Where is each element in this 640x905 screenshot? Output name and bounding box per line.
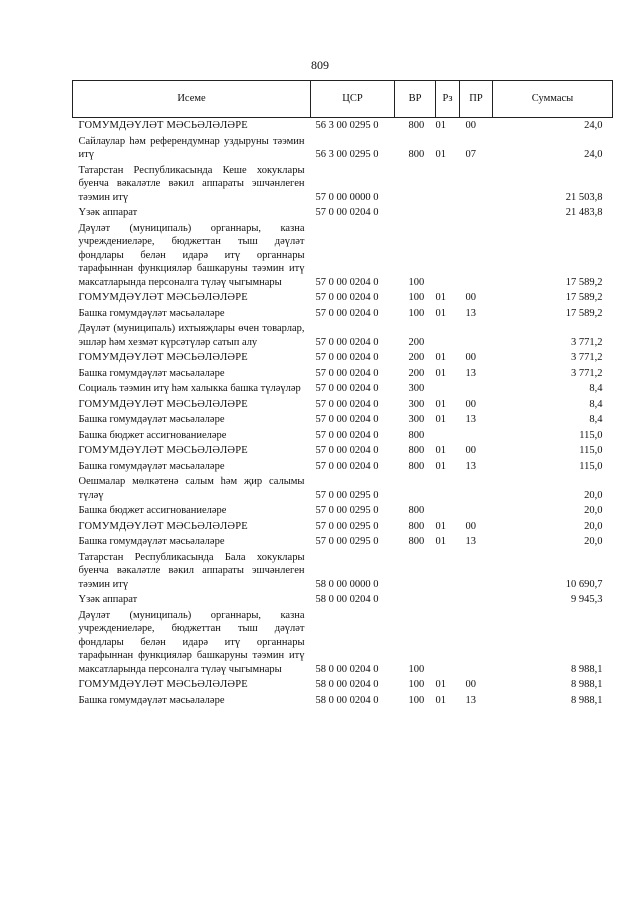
table-row bbox=[73, 290, 613, 306]
cell-rz: 01 bbox=[435, 536, 446, 547]
table-row bbox=[73, 503, 613, 519]
cell-csr: 58 0 00 0204 0 bbox=[315, 594, 379, 605]
cell-pr bbox=[460, 163, 493, 206]
cell-rz bbox=[436, 503, 460, 519]
cell-pr: 13 bbox=[465, 694, 476, 706]
cell-vr: 100 bbox=[408, 292, 425, 303]
cell-vr bbox=[395, 474, 436, 503]
table-row bbox=[73, 163, 613, 206]
cell-rz bbox=[436, 474, 460, 503]
cell-name: Башка гомумдәүләт мәсьәләләре bbox=[78, 536, 225, 547]
cell-name: Сайлаулар һәм референдумнар уздыруны тәэмин итү bbox=[78, 135, 305, 160]
header-sum: Суммасы bbox=[493, 81, 613, 118]
cell-name: Дәүләт (муниципаль) ихтыяҗлары өчен товарлар, эшләр һәм хезмәт күрсәтүләр сатып алу bbox=[78, 323, 305, 348]
cell-name: Башка гомумдәүләт мәсьәләләре bbox=[78, 367, 225, 379]
table-row bbox=[73, 366, 613, 382]
cell-vr: 300 bbox=[408, 383, 425, 394]
cell-pr: 07 bbox=[465, 149, 476, 160]
cell-pr bbox=[460, 428, 493, 444]
cell-sum: 21 503,8 bbox=[565, 191, 603, 203]
cell-pr: 13 bbox=[465, 307, 476, 319]
table-row bbox=[73, 428, 613, 444]
cell-sum: 24,0 bbox=[584, 120, 603, 131]
table-row bbox=[73, 118, 613, 134]
table-row bbox=[73, 205, 613, 221]
table-header-row bbox=[73, 81, 613, 118]
cell-csr: 57 0 00 0204 0 bbox=[315, 352, 379, 363]
cell-vr: 200 bbox=[408, 352, 425, 363]
table-row bbox=[73, 592, 613, 608]
cell-sum: 3 771,2 bbox=[571, 367, 603, 379]
cell-sum: 17 589,2 bbox=[565, 276, 603, 288]
cell-rz bbox=[436, 163, 460, 206]
cell-name: Башка бюджет ассигнованиеләре bbox=[78, 429, 227, 441]
table-row bbox=[73, 381, 613, 397]
cell-csr: 57 0 00 0295 0 bbox=[315, 520, 379, 532]
page-number: 809 bbox=[311, 58, 329, 72]
cell-pr: 00 bbox=[465, 445, 476, 456]
cell-pr bbox=[460, 221, 493, 291]
cell-name: Дәүләт (муниципаль) органнары, казна учреждениеләре, бюджеттан тыш дәүләт фондлары белән идарә итү органнары тарафыннан функцияләр башкаруны тәэмин итү максатларында персоналга түләү чыгымнары bbox=[78, 222, 305, 288]
cell-name: ГОМУМДӘҮЛӘТ МӘСЬӘЛӘЛӘРЕ bbox=[78, 445, 248, 456]
cell-vr: 100 bbox=[408, 679, 425, 690]
cell-vr: 300 bbox=[408, 398, 425, 410]
cell-pr: 00 bbox=[465, 120, 476, 131]
cell-vr: 200 bbox=[408, 367, 425, 379]
cell-csr: 57 0 00 0295 0 bbox=[315, 536, 379, 547]
cell-sum: 21 483,8 bbox=[565, 207, 603, 218]
cell-rz bbox=[436, 428, 460, 444]
table-row bbox=[73, 221, 613, 291]
cell-csr: 57 0 00 0204 0 bbox=[315, 367, 379, 379]
cell-csr: 57 0 00 0295 0 bbox=[315, 505, 379, 516]
cell-vr: 200 bbox=[408, 336, 425, 348]
table-row bbox=[73, 519, 613, 535]
cell-rz: 01 bbox=[435, 694, 446, 706]
cell-csr: 58 0 00 0000 0 bbox=[315, 578, 379, 590]
cell-pr bbox=[460, 608, 493, 678]
cell-sum: 20,0 bbox=[584, 536, 603, 547]
cell-sum: 115,0 bbox=[579, 445, 603, 456]
cell-name: Татарстан Республикасында Бала хокуклары буенча вәкаләтле вәкил аппараты эшчәнлеген тәэмин итү bbox=[78, 551, 305, 590]
cell-sum: 3 771,2 bbox=[571, 352, 603, 363]
table-row bbox=[73, 459, 613, 475]
header-vr: ВР bbox=[395, 81, 436, 118]
table-row bbox=[73, 350, 613, 366]
cell-sum: 17 589,2 bbox=[565, 292, 603, 303]
table-row bbox=[73, 693, 613, 709]
table-row bbox=[73, 397, 613, 413]
cell-sum: 8,4 bbox=[589, 414, 603, 425]
table-body bbox=[73, 118, 613, 709]
cell-sum: 9 945,3 bbox=[571, 594, 603, 605]
cell-vr: 800 bbox=[408, 120, 425, 131]
cell-csr: 57 0 00 0204 0 bbox=[315, 429, 379, 441]
cell-csr: 57 0 00 0204 0 bbox=[315, 336, 379, 348]
cell-rz: 01 bbox=[435, 352, 446, 363]
cell-vr: 800 bbox=[408, 445, 425, 456]
cell-rz bbox=[436, 550, 460, 593]
cell-name: ГОМУМДӘҮЛӘТ МӘСЬӘЛӘЛӘРЕ bbox=[78, 679, 248, 690]
cell-name: Татарстан Республикасында Кеше хокуклары буенча вәкаләтле вәкил аппараты эшчәнлеген тәэмин итү bbox=[78, 164, 305, 203]
cell-sum: 8 988,1 bbox=[571, 694, 603, 706]
cell-rz: 01 bbox=[435, 307, 446, 319]
cell-sum: 8,4 bbox=[589, 398, 603, 410]
cell-vr: 800 bbox=[408, 429, 425, 441]
cell-pr: 00 bbox=[465, 292, 476, 303]
cell-name: Социаль тәэмин итү һәм халыкка башка түләүләр bbox=[78, 383, 301, 394]
cell-vr: 800 bbox=[408, 149, 425, 160]
cell-name: Башка гомумдәүләт мәсьәләләре bbox=[78, 694, 225, 706]
cell-name: Башка гомумдәүләт мәсьәләләре bbox=[78, 307, 225, 319]
budget-table bbox=[72, 80, 613, 708]
cell-vr: 300 bbox=[408, 414, 425, 425]
cell-csr: 57 0 00 0204 0 bbox=[315, 276, 379, 288]
table-row bbox=[73, 412, 613, 428]
cell-sum: 17 589,2 bbox=[565, 307, 603, 319]
cell-name: ГОМУМДӘҮЛӘТ МӘСЬӘЛӘЛӘРЕ bbox=[78, 352, 248, 363]
cell-rz bbox=[436, 221, 460, 291]
table-row bbox=[73, 550, 613, 593]
cell-vr bbox=[395, 163, 436, 206]
cell-csr: 58 0 00 0204 0 bbox=[315, 694, 379, 706]
cell-rz: 01 bbox=[435, 679, 446, 690]
cell-rz: 01 bbox=[435, 398, 446, 410]
table-row bbox=[73, 443, 613, 459]
cell-sum: 10 690,7 bbox=[565, 578, 603, 590]
cell-vr: 100 bbox=[408, 276, 425, 288]
cell-pr: 00 bbox=[465, 679, 476, 690]
cell-sum: 20,0 bbox=[584, 505, 603, 516]
cell-rz: 01 bbox=[435, 292, 446, 303]
cell-vr: 800 bbox=[408, 520, 425, 532]
cell-sum: 8 988,1 bbox=[571, 663, 603, 675]
table-row bbox=[73, 534, 613, 550]
header-pr: ПР bbox=[460, 81, 493, 118]
cell-csr: 57 0 00 0204 0 bbox=[315, 460, 379, 472]
header-rz: Рз bbox=[436, 81, 460, 118]
cell-rz: 01 bbox=[435, 367, 446, 379]
header-name: Исеме bbox=[73, 81, 311, 118]
header-csr: ЦСР bbox=[311, 81, 395, 118]
cell-sum: 24,0 bbox=[584, 149, 603, 160]
cell-pr bbox=[460, 503, 493, 519]
cell-csr: 56 3 00 0295 0 bbox=[315, 120, 379, 131]
cell-rz: 01 bbox=[435, 414, 446, 425]
cell-rz bbox=[436, 608, 460, 678]
cell-vr bbox=[395, 550, 436, 593]
table-row bbox=[73, 608, 613, 678]
cell-csr: 57 0 00 0295 0 bbox=[315, 489, 379, 501]
cell-pr bbox=[460, 381, 493, 397]
cell-pr bbox=[460, 550, 493, 593]
table-row bbox=[73, 677, 613, 693]
cell-name: ГОМУМДӘҮЛӘТ МӘСЬӘЛӘЛӘРЕ bbox=[78, 292, 248, 303]
cell-vr: 800 bbox=[408, 536, 425, 547]
cell-name: ГОМУМДӘҮЛӘТ МӘСЬӘЛӘЛӘРЕ bbox=[78, 398, 248, 410]
cell-name: Башка гомумдәүләт мәсьәләләре bbox=[78, 460, 225, 472]
cell-name: Үзәк аппарат bbox=[78, 207, 138, 218]
cell-name: Дәүләт (муниципаль) органнары, казна учреждениеләре, бюджеттан тыш дәүләт фондлары белән идарә итү органнары тарафыннан функцияләр башкаруны тәэмин итү максатларында персоналга түләү чыгымнары bbox=[78, 609, 305, 675]
cell-name: Үзәк аппарат bbox=[78, 594, 138, 605]
cell-pr: 13 bbox=[465, 414, 476, 425]
cell-pr: 13 bbox=[465, 367, 476, 379]
cell-sum: 115,0 bbox=[579, 460, 603, 472]
cell-csr: 58 0 00 0204 0 bbox=[315, 663, 379, 675]
cell-csr: 57 0 00 0204 0 bbox=[315, 414, 379, 425]
cell-pr: 13 bbox=[465, 460, 476, 472]
table-row bbox=[73, 474, 613, 503]
cell-pr bbox=[460, 592, 493, 608]
cell-csr: 57 0 00 0204 0 bbox=[315, 398, 379, 410]
cell-vr: 100 bbox=[408, 307, 425, 319]
cell-vr: 800 bbox=[408, 505, 425, 516]
cell-sum: 8,4 bbox=[589, 383, 603, 394]
cell-sum: 115,0 bbox=[579, 429, 603, 441]
cell-pr bbox=[460, 321, 493, 350]
cell-csr: 57 0 00 0204 0 bbox=[315, 207, 379, 218]
cell-pr: 00 bbox=[465, 352, 476, 363]
cell-rz: 01 bbox=[435, 520, 446, 532]
cell-name: Башка бюджет ассигнованиеләре bbox=[78, 505, 227, 516]
cell-name: Башка гомумдәүләт мәсьәләләре bbox=[78, 414, 225, 425]
cell-sum: 8 988,1 bbox=[571, 679, 603, 690]
cell-vr bbox=[395, 592, 436, 608]
cell-csr: 57 0 00 0204 0 bbox=[315, 383, 379, 394]
cell-vr: 800 bbox=[408, 460, 425, 472]
cell-pr: 13 bbox=[465, 536, 476, 547]
cell-rz bbox=[436, 592, 460, 608]
cell-csr: 58 0 00 0204 0 bbox=[315, 679, 379, 690]
cell-csr: 57 0 00 0204 0 bbox=[315, 292, 379, 303]
cell-pr: 00 bbox=[465, 520, 476, 532]
cell-rz bbox=[436, 321, 460, 350]
cell-sum: 20,0 bbox=[584, 520, 603, 532]
cell-vr bbox=[395, 205, 436, 221]
cell-csr: 57 0 00 0204 0 bbox=[315, 307, 379, 319]
cell-name: ГОМУМДӘҮЛӘТ МӘСЬӘЛӘЛӘРЕ bbox=[78, 120, 248, 131]
cell-rz: 01 bbox=[435, 460, 446, 472]
cell-csr: 57 0 00 0204 0 bbox=[315, 445, 379, 456]
cell-vr: 100 bbox=[408, 694, 425, 706]
cell-pr: 00 bbox=[465, 398, 476, 410]
table-row bbox=[73, 134, 613, 163]
cell-rz bbox=[436, 381, 460, 397]
table-row bbox=[73, 321, 613, 350]
cell-rz: 01 bbox=[435, 120, 446, 131]
cell-csr: 56 3 00 0295 0 bbox=[315, 149, 379, 160]
cell-vr: 100 bbox=[408, 663, 425, 675]
cell-pr bbox=[460, 205, 493, 221]
cell-rz: 01 bbox=[435, 149, 446, 160]
table-row bbox=[73, 306, 613, 322]
cell-csr: 57 0 00 0000 0 bbox=[315, 191, 379, 203]
cell-name: ГОМУМДӘҮЛӘТ МӘСЬӘЛӘЛӘРЕ bbox=[78, 520, 248, 532]
cell-pr bbox=[460, 474, 493, 503]
cell-sum: 3 771,2 bbox=[571, 336, 603, 348]
cell-name: Оешмалар мөлкәтенә салым һәм җир салымы түләү bbox=[78, 476, 305, 501]
cell-sum: 20,0 bbox=[584, 489, 603, 501]
cell-rz: 01 bbox=[435, 445, 446, 456]
cell-rz bbox=[436, 205, 460, 221]
